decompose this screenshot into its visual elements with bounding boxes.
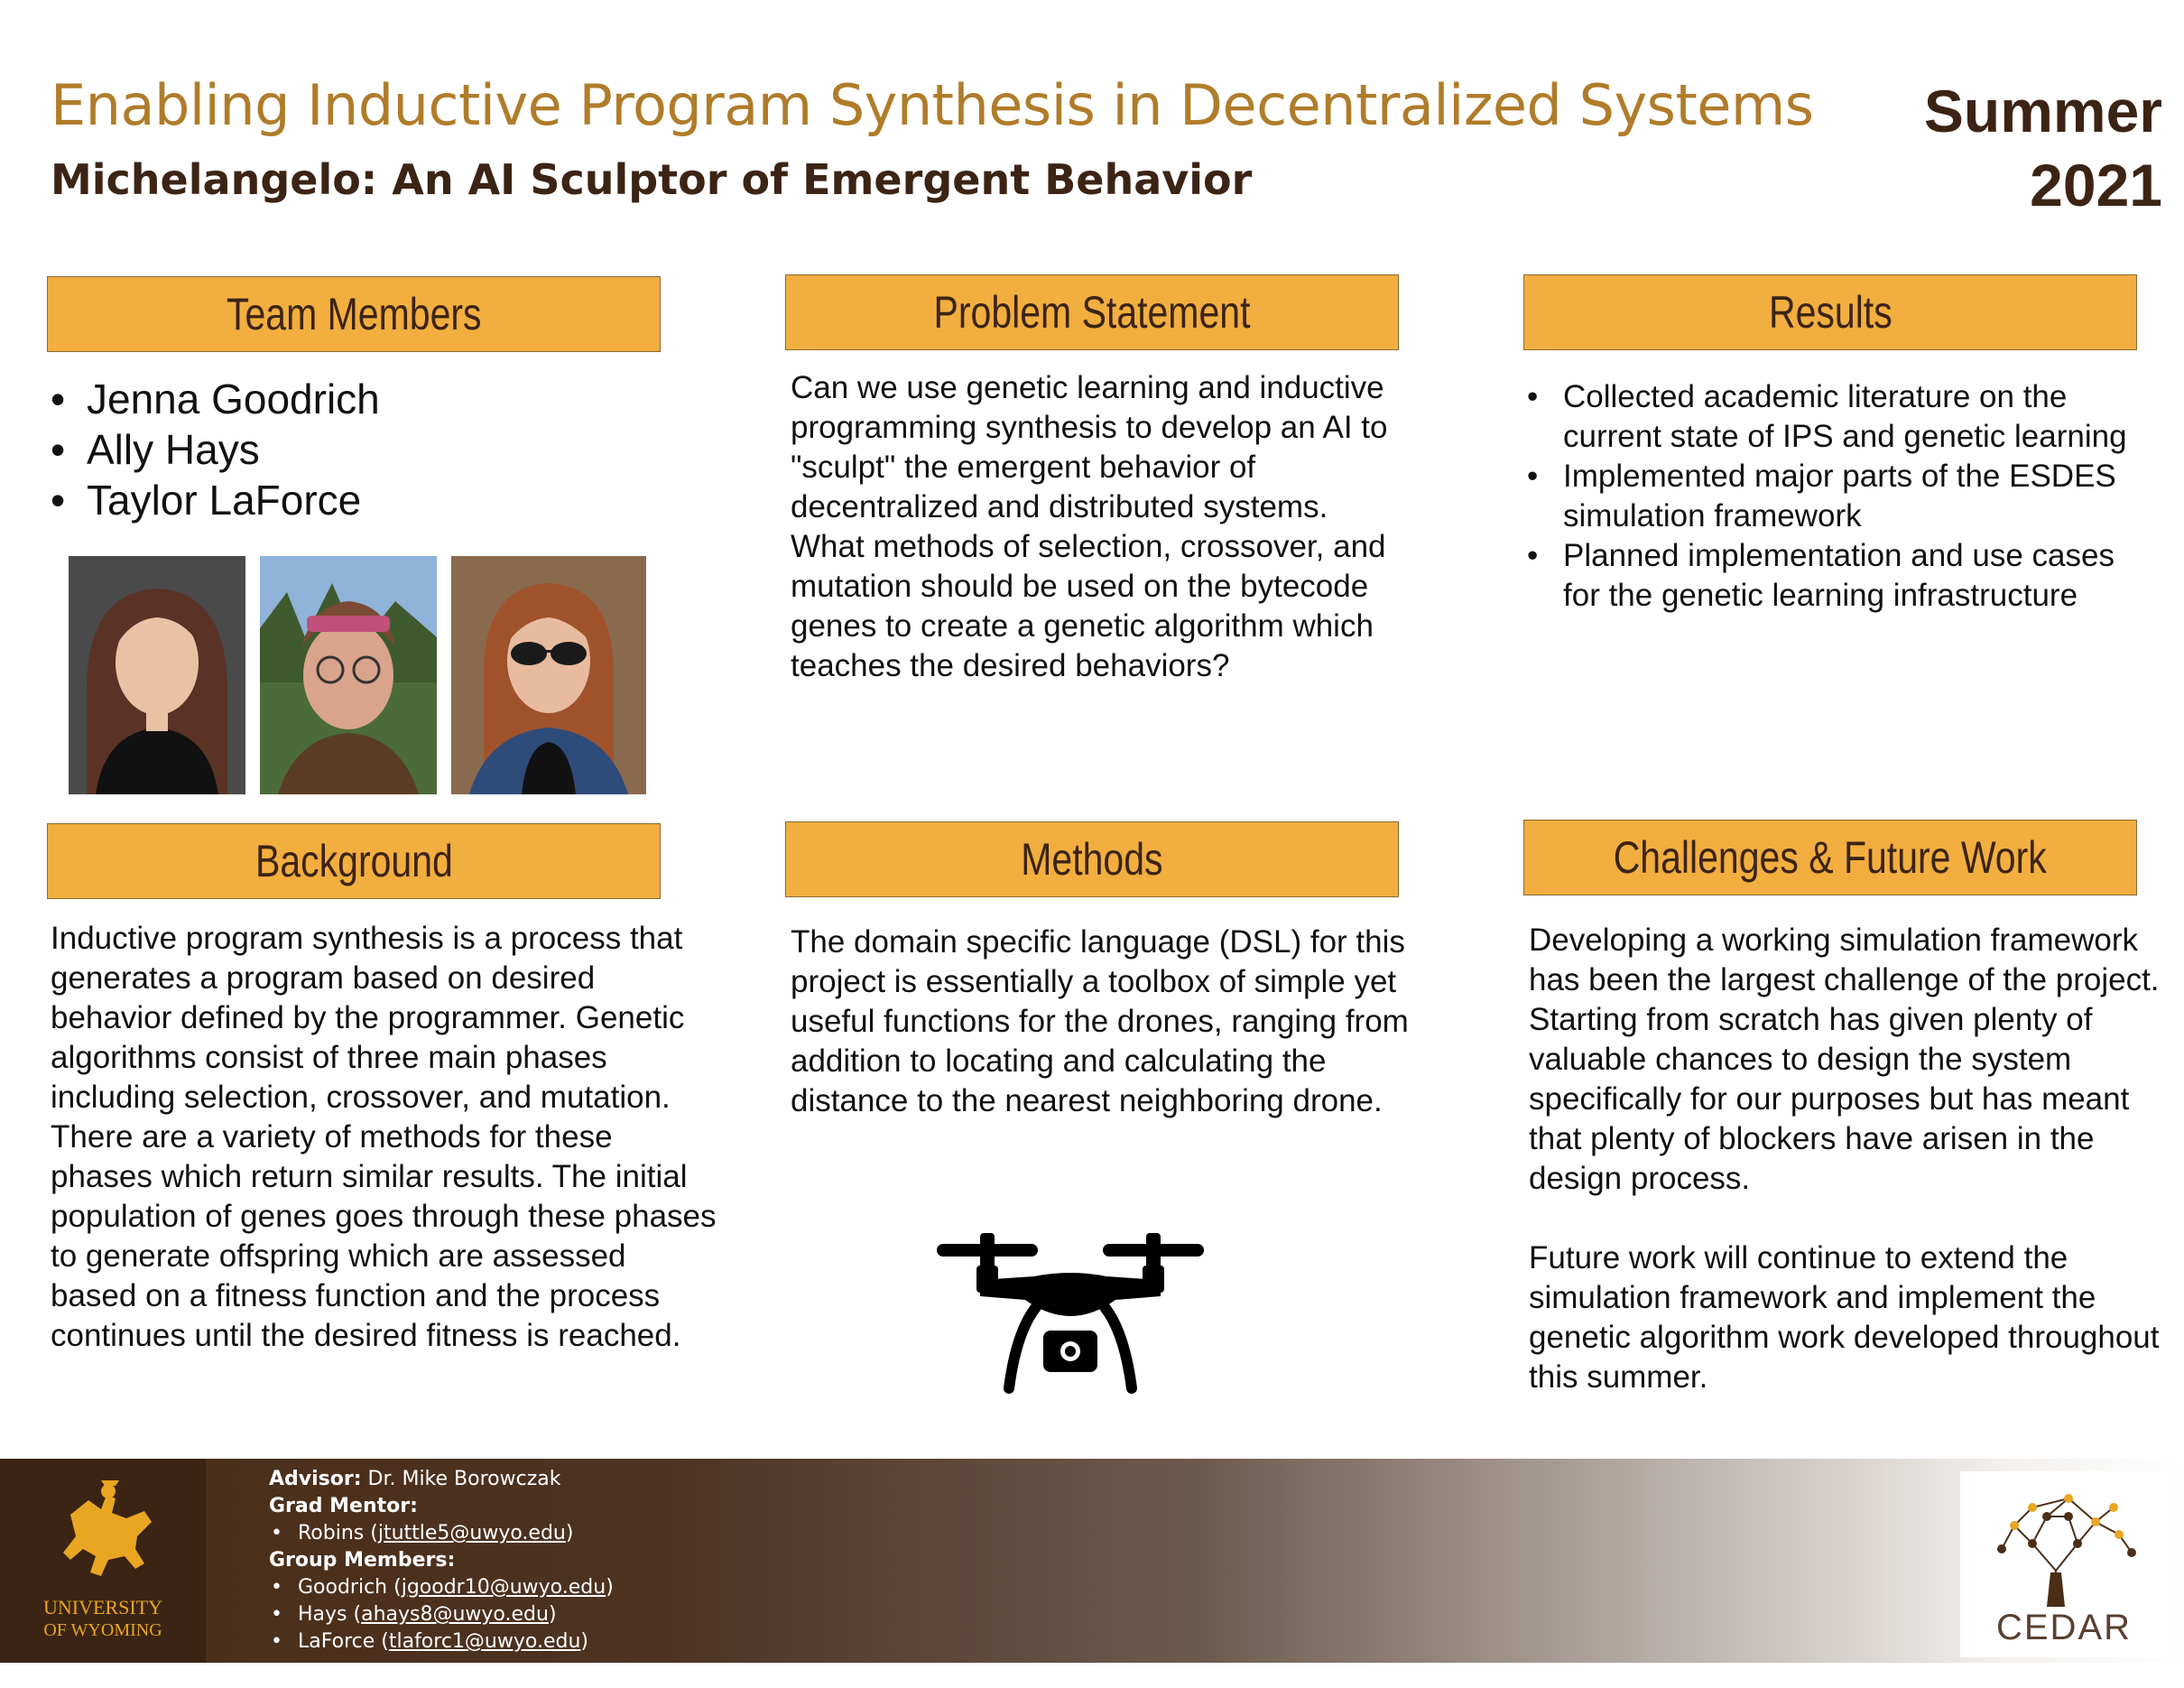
- footer-band: [0, 1459, 2184, 1663]
- logo-line-2: OF WYOMING: [43, 1620, 162, 1640]
- team-member: • Taylor LaForce: [51, 475, 646, 525]
- team-members-list: [51, 374, 646, 525]
- tree-network-icon: [1960, 1471, 2168, 1657]
- logo-line-1: UNIVERSITY: [43, 1596, 162, 1618]
- team-members-heading: Team Members: [226, 289, 482, 339]
- challenges-text: [1529, 921, 2161, 1397]
- drone-icon: [935, 1233, 1206, 1396]
- university-logo: [0, 1459, 206, 1663]
- group-list: [269, 1574, 614, 1656]
- team-member: • Ally Hays: [51, 424, 646, 475]
- poster-subtitle: Michelangelo: An AI Sculptor of Emergent Behavior: [51, 155, 1253, 204]
- results-item: • Planned implementation and use cases for the genetic learning infrastructure: [1527, 536, 2150, 616]
- problem-paragraph-2: What methods of selection, crossover, and mutation should be used on the bytecode genes to create a genetic algorithm which teaches the desired behaviors?: [791, 529, 1386, 683]
- problem-statement-text: [791, 368, 1404, 686]
- group-email-link[interactable]: tlaforc1@uwyo.edu: [388, 1630, 581, 1653]
- footer-contacts: [269, 1466, 614, 1656]
- methods-heading: Methods: [1021, 834, 1163, 885]
- member-photo-goodrich: [69, 556, 245, 794]
- team-members-header: [47, 276, 661, 352]
- advisor-label: Advisor:: [269, 1468, 362, 1490]
- challenges-heading: Challenges & Future Work: [1613, 832, 2048, 883]
- advisor-name: Dr. Mike Borowczak: [361, 1468, 561, 1490]
- problem-paragraph-1: Can we use genetic learning and inductive programming synthesis to develop an AI to "sculpt" the emergent behavior of decentralized and distributed systems.: [791, 370, 1388, 524]
- mentor-list: [269, 1520, 614, 1547]
- bucking-horse-icon: [0, 1459, 206, 1663]
- group-email-link[interactable]: ahays8@uwyo.edu: [361, 1603, 549, 1626]
- results-item: • Implemented major parts of the ESDES simulation framework: [1527, 457, 2150, 536]
- results-header: [1523, 274, 2137, 350]
- member-photo-laforce: [451, 556, 646, 794]
- team-member: • Jenna Goodrich: [51, 374, 646, 424]
- season-word: Summer: [1923, 78, 2162, 144]
- group-item: • LaForce (tlaforc1@uwyo.edu): [269, 1628, 614, 1656]
- group-email-link[interactable]: jgoodr10@uwyo.edu: [401, 1576, 606, 1599]
- poster-title: Enabling Inductive Program Synthesis in Decentralized Systems: [51, 72, 1814, 138]
- season-label: [1874, 74, 2162, 222]
- member-photo-hays: [260, 556, 437, 794]
- group-label: Group Members:: [269, 1549, 456, 1572]
- results-list: [1527, 377, 2150, 616]
- challenges-paragraph-1: Developing a working simulation framework has been the largest challenge of the project. Starting from scratch has given plenty of valuable chances to design the system specifically for our purposes but has meant that plenty of blockers have arisen in the design process.: [1529, 923, 2160, 1196]
- background-header: [47, 823, 661, 899]
- mentor-label: Grad Mentor:: [269, 1495, 418, 1517]
- results-heading: Results: [1768, 287, 1892, 338]
- background-heading: Background: [254, 836, 453, 886]
- mentor-email-link[interactable]: jtuttle5@uwyo.edu: [377, 1522, 566, 1544]
- challenges-header: [1523, 820, 2137, 895]
- methods-header: [785, 821, 1399, 897]
- challenges-paragraph-2: Future work will continue to extend the simulation framework and implement the genetic algorithm work developed throughout this summer.: [1529, 1240, 2160, 1395]
- problem-statement-heading: Problem Statement: [933, 287, 1251, 338]
- problem-statement-header: [785, 274, 1399, 350]
- cedar-wordmark: CEDAR: [1995, 1608, 2133, 1647]
- methods-text: The domain specific language (DSL) for this project is essentially a toolbox of simple yet useful functions for the drones, ranging from addition to locating and calculating the distance to the nearest neighboring drone.: [791, 924, 1409, 1118]
- background-text: Inductive program synthesis is a process that generates a program based on desired behavior defined by the programmer. Genetic algorithms consist of three main phases including selection, crossover, and mutation. There are a variety of methods for these phases which return similar results. The initial population of genes goes through these phases to generate offspring which are assessed based on a fitness function and the process continues until the desired fitness is reached.: [51, 921, 717, 1353]
- group-item: • Hays (ahays8@uwyo.edu): [269, 1601, 614, 1628]
- cedar-logo: [1960, 1471, 2168, 1657]
- season-year: 2021: [2030, 152, 2162, 218]
- mentor-item: • Robins (jtuttle5@uwyo.edu): [269, 1520, 614, 1547]
- group-item: • Goodrich (jgoodr10@uwyo.edu): [269, 1574, 614, 1601]
- results-item: • Collected academic literature on the current state of IPS and genetic learning: [1527, 377, 2150, 457]
